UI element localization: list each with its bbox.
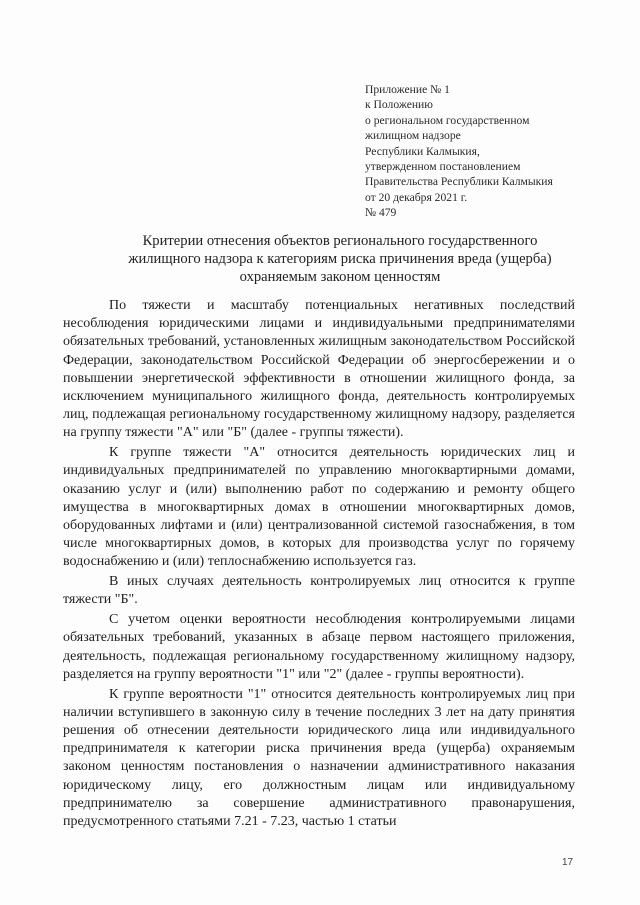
title-line: Критерии отнесения объектов регионального государственного <box>142 233 538 249</box>
paragraph: С учетом оценки вероятности несоблюдения контролируемыми лицами обязательных требований, указанных в абзаце первом настоящего приложения, деятельность, подлежащая региональному государственному жилищному надзору, разделяется на группу вероятности "1" или "2" (далее - группы вероятности). <box>63 612 575 682</box>
title-line: охраняемым законом ценностям <box>239 269 441 285</box>
paragraph: К группе вероятности "1" относится деятельность контролируемых лиц при наличии вступившего в законную силу в течение последних 3 лет на дату принятия решения об отнесении деятельности юридического лица или индивидуального предпринимателя к категории риска причинения вреда (ущерба) охраняемым законом ценностям постановления о назначении административного наказания юридическому лицу, его должностным лицам или индивидуальному предпринимателю за совершение административного правонарушения, предусмотренного статьями 7.21 - 7.23, частью 1 статьи <box>63 686 575 830</box>
appendix-line: № 479 <box>365 206 397 220</box>
page-number: 17 <box>562 857 574 868</box>
appendix-line: Республики Калмыкия, <box>365 144 480 158</box>
appendix-line: Приложение № 1 <box>365 83 450 96</box>
appendix-line: от 20 декабря 2021 г. <box>365 190 468 204</box>
appendix-header <box>365 82 580 221</box>
paragraph: В иных случаях деятельность контролируемых лиц относится к группе тяжести "Б". <box>63 574 575 608</box>
title-line: жилищного надзора к категориям риска причинения вреда (ущерба) <box>128 251 552 267</box>
appendix-line: о региональном государственном <box>365 113 530 127</box>
appendix-line: к Положению <box>365 98 433 112</box>
appendix-line: утвержденном постановлением <box>365 160 521 174</box>
paragraph: По тяжести и масштабу потенциальных негативных последствий несоблюдения юридическими лицами и индивидуальными предпринимателями обязательных требований, установленных жилищным законодательством Российской Федерации, законодательством Российской Федерации об энергосбережении и о повышении энергетической эффективности в отношении жилищного фонда, за исключением муниципального жилищного фонда, деятельность контролируемых лиц, подлежащая региональному государственному жилищному надзору, разделяется на группу тяжести "А" или "Б" (далее - группы тяжести). <box>63 298 575 441</box>
document-title <box>60 232 620 286</box>
appendix-line: Правительства Республики Калмыкия <box>365 175 553 189</box>
appendix-line: жилищном надзоре <box>365 129 461 143</box>
document-body <box>63 297 575 833</box>
paragraph: К группе тяжести "А" относится деятельность юридических лиц и индивидуальных предпринимателей по управлению многоквартирными домами, оказанию услуг и (или) выполнению работ по содержанию и ремонту общего имущества в многоквартирных домах в отношении многоквартирных домов, оборудованных лифтами и (или) централизованной системой газоснабжения, в том числе многоквартирных домов, в которых для производства услуг по горячему водоснабжению и (или) теплоснабжению используется газ. <box>63 445 575 570</box>
